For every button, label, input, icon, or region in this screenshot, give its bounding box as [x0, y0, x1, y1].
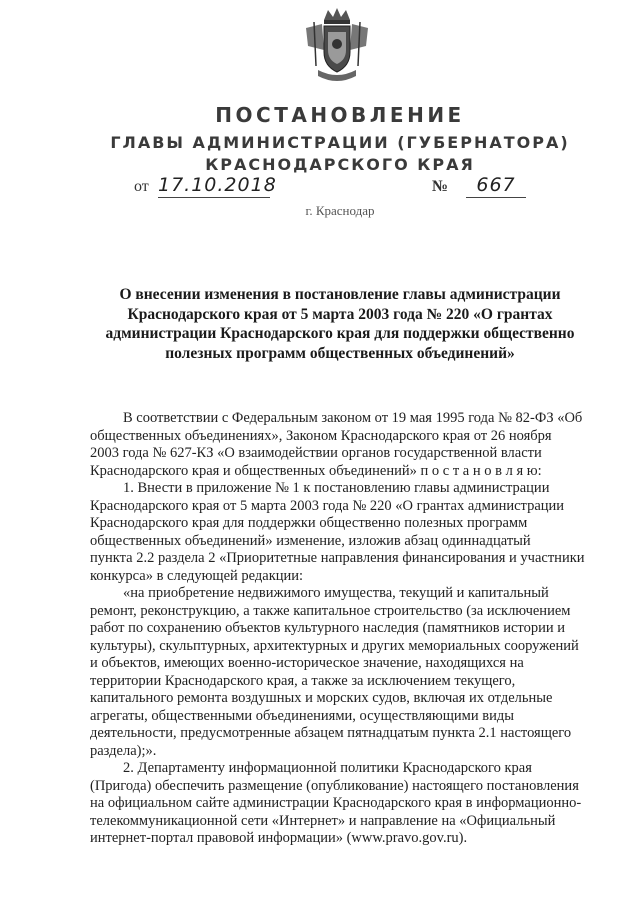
body-line: конкурса» в следующей редакции: — [90, 567, 304, 584]
document-number: 667 — [466, 174, 526, 198]
body-line: агрегаты, общественными объединениями, осуществляющими виды — [90, 707, 514, 724]
title-line: О внесении изменения в постановление главы администрации — [119, 286, 561, 303]
coat-of-arms-emblem — [302, 6, 372, 86]
body-line: и объектов, имеющих военно-историческое значение, находящихся на — [90, 655, 524, 671]
body-line: Краснодарского края от 5 марта 2003 года № 220 «О грантах администрации — [90, 497, 565, 514]
document-type-heading: ПОСТАНОВЛЕНИЕ — [215, 103, 465, 127]
body-line: интернет-портал правовой информации» (www.pravo.gov.ru). — [90, 830, 468, 846]
body-line: деятельности, предусмотренные абзацем пятнадцатым пункта 2.1 настоящего — [90, 725, 572, 741]
date-prefix: от — [134, 178, 149, 195]
body-line: раздела);». — [90, 742, 157, 759]
body-line: Краснодарского края и общественных объединений» п о с т а н о в л я ю: — [90, 462, 542, 479]
document-date: 17.10.2018 — [158, 174, 277, 196]
document-title — [100, 285, 580, 363]
document-body — [90, 410, 606, 848]
body-line: (Пригода) обеспечить размещение (опубликование) настоящего постановления — [90, 777, 579, 794]
body-line: 1. Внести в приложение № 1 к постановлению главы администрации — [123, 480, 550, 496]
city-label: г. Краснодар — [305, 203, 375, 218]
title-line: администрации Краснодарского края для поддержки общественно — [105, 325, 575, 342]
title-line: полезных программ общественных объединений» — [165, 344, 515, 362]
body-line: В соответствии с Федеральным законом от 19 мая 1995 года № 82-ФЗ «Об — [123, 410, 583, 426]
body-line: Краснодарского края для поддержки общественно полезных программ — [90, 515, 528, 531]
body-line: культуры), скульптурных, архитектурных и других мемориальных сооружений — [90, 637, 579, 654]
body-line: общественных объединений» изменение, изложив абзац одиннадцатый — [90, 532, 531, 549]
body-line: ремонт, реконструкцию, а также капитальное строительство (за исключением — [90, 602, 571, 619]
body-line: территории Краснодарского края, а также за исключением текущего, — [90, 672, 516, 689]
region-heading: КРАСНОДАРСКОГО КРАЯ — [205, 155, 475, 174]
body-line: пункта 2.2 раздела 2 «Приоритетные направления финансирования и участники — [90, 550, 585, 566]
body-line: 2. Департаменту информационной политики Краснодарского края — [123, 760, 532, 776]
issuer-heading: ГЛАВЫ АДМИНИСТРАЦИИ (ГУБЕРНАТОРА) — [110, 133, 570, 152]
body-line: «на приобретение недвижимого имущества, текущий и капитальный — [123, 585, 549, 601]
body-line: работ по сохранению объектов культурного наследия (памятников истории и — [90, 620, 565, 636]
body-line: на официальном сайте администрации Краснодарского края в информационно- — [90, 795, 582, 811]
title-line: Краснодарского края от 5 марта 2003 года № 220 «О грантах — [127, 305, 553, 323]
body-line: 2003 года № 627-КЗ «О взаимодействии органов государственной власти — [90, 445, 542, 461]
number-sign: № — [432, 178, 449, 195]
body-line: капитального ремонта воздушных и морских судов, включая их отдельные — [90, 690, 553, 706]
body-line: общественных объединениях», Законом Краснодарского края от 26 ноября — [90, 427, 552, 444]
body-line: телекоммуникационной сети «Интернет» и направление на «Официальный — [90, 812, 556, 829]
